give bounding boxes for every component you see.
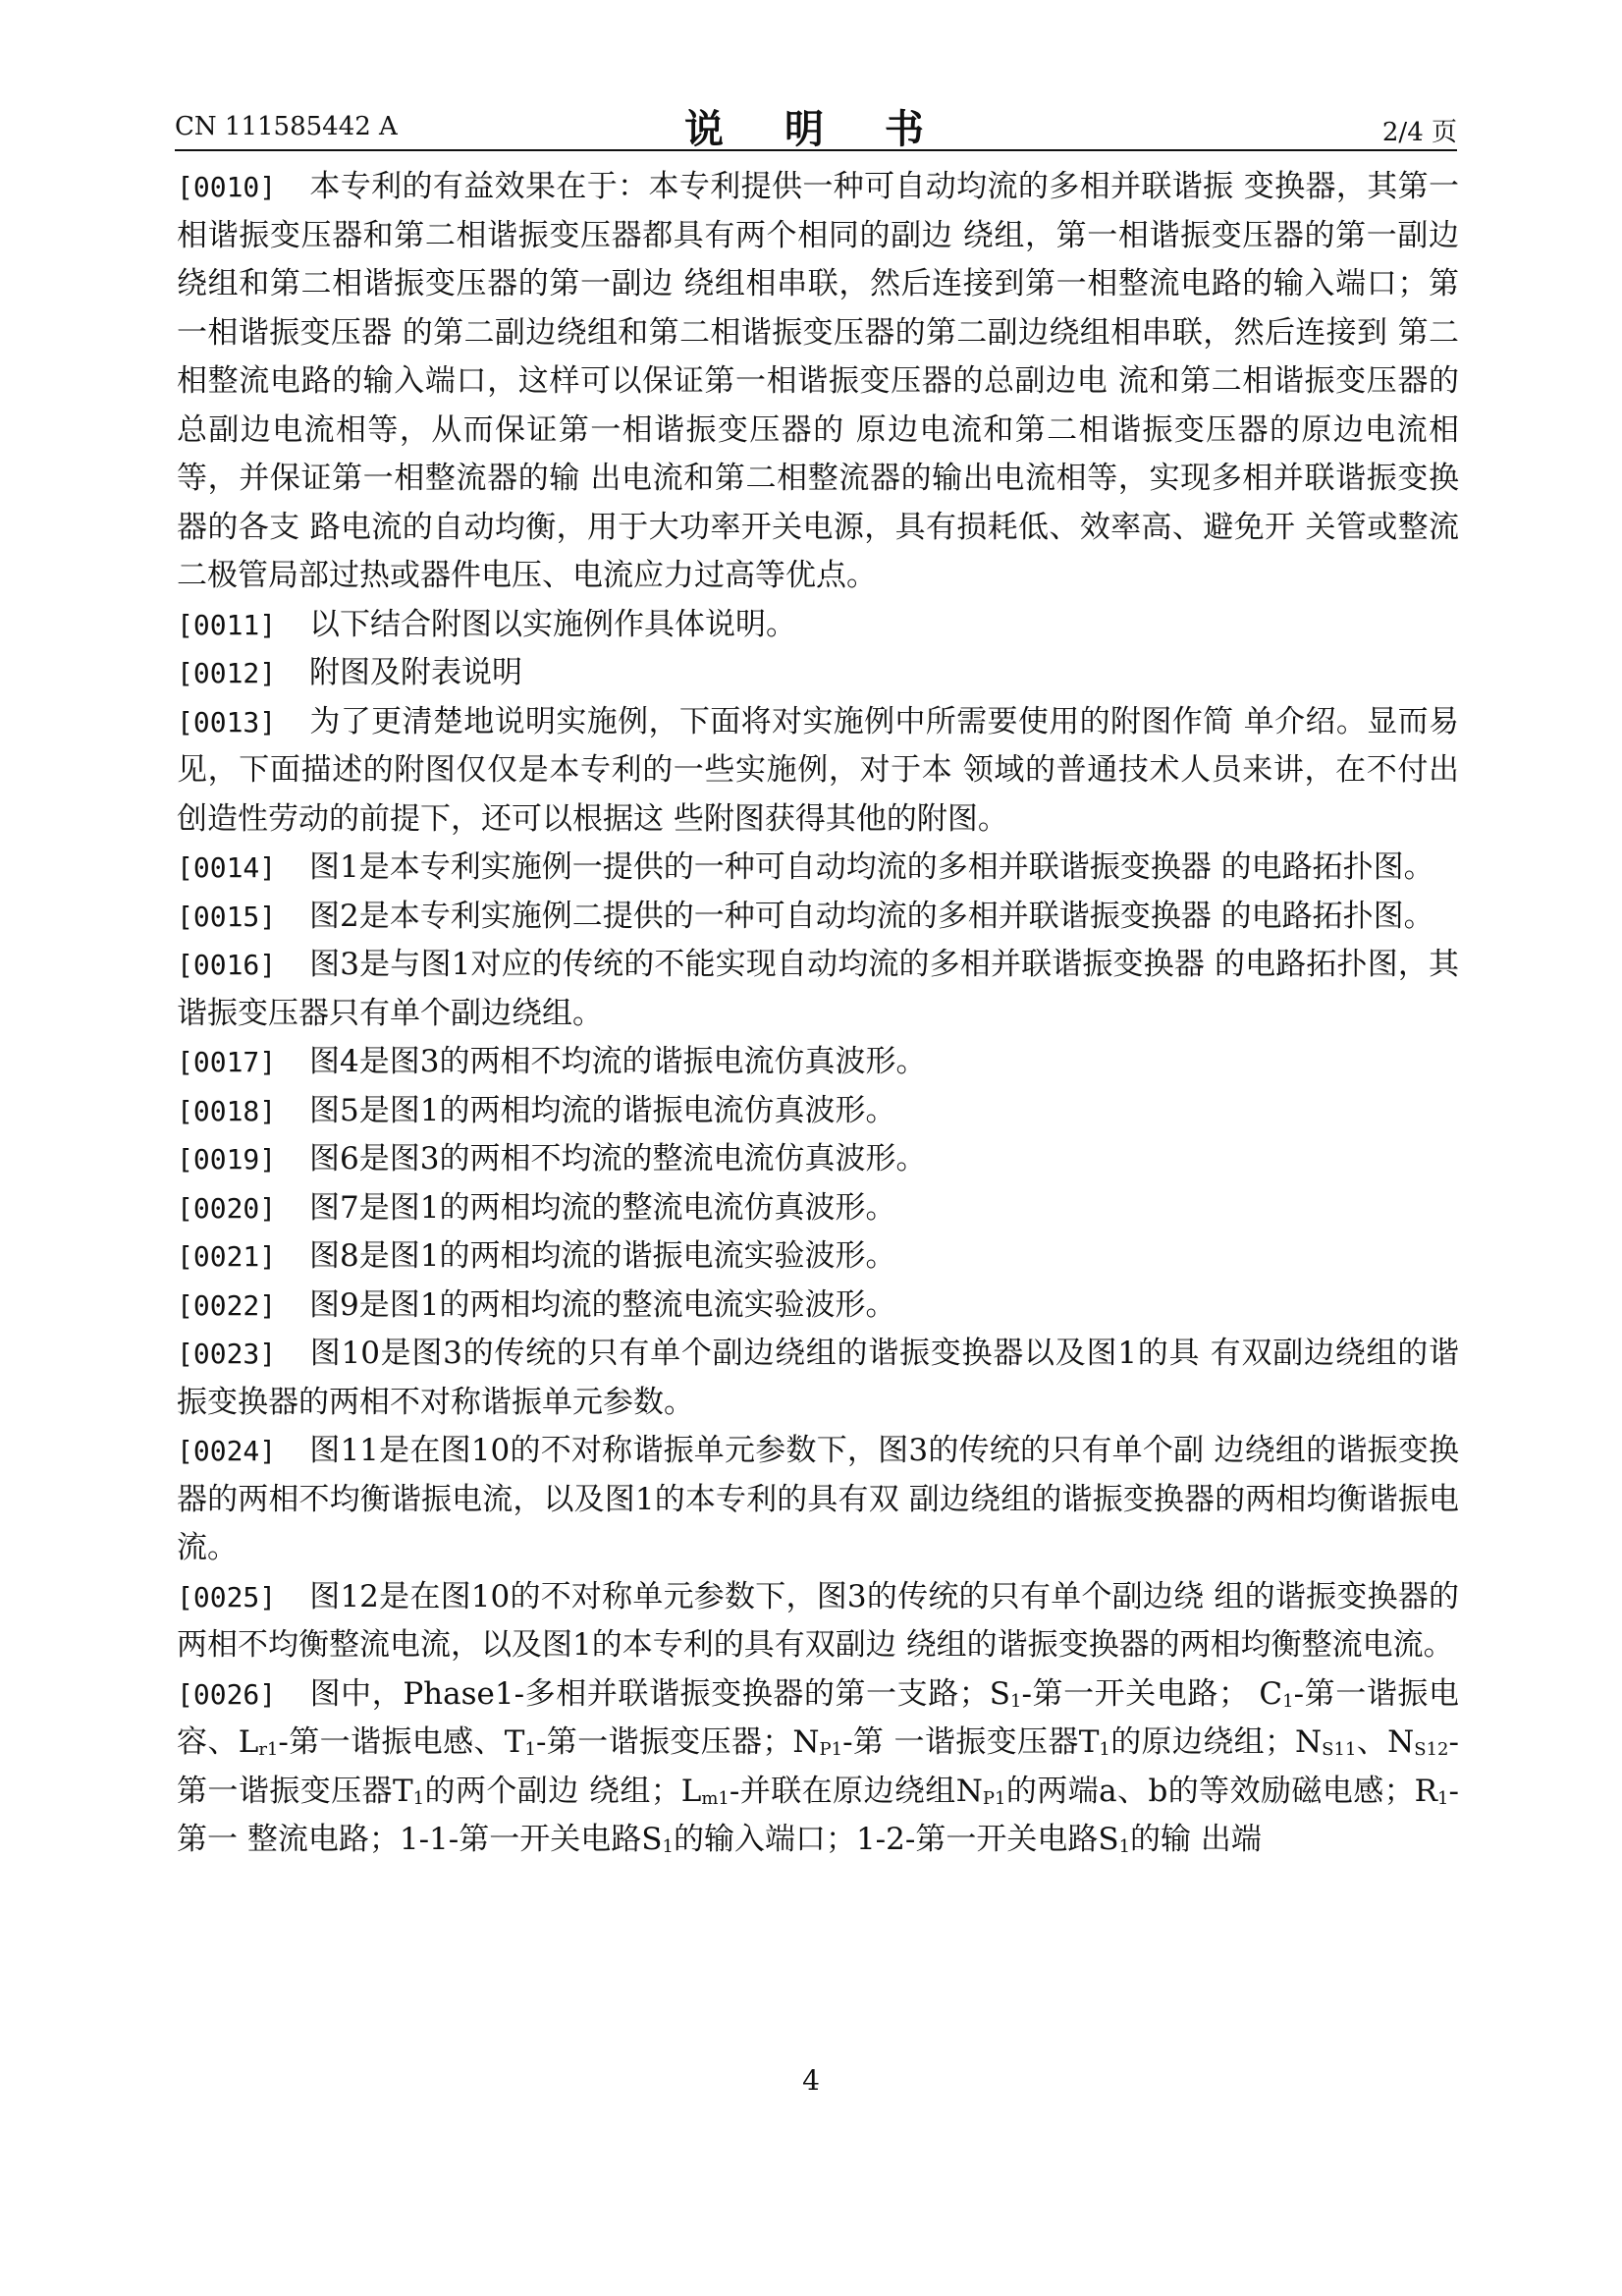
page-header [175,98,1457,152]
paragraph-text: 图2是本专利实施例二提供的一种可自动均流的多相并联谐振变换器 的电路拓扑图。 [309,898,1434,934]
paragraph [177,893,1459,942]
paragraph-number: [0015] [177,900,277,933]
paragraph [177,1135,1459,1184]
paragraph [177,1573,1459,1670]
paragraph [177,1087,1459,1136]
paragraph-text: 图8是图1的两相均流的谐振电流实验波形。 [309,1238,896,1274]
paragraph-number: [0017] [177,1046,277,1078]
paragraph [177,601,1459,650]
paragraph-text: 图6是图3的两相不均流的整流电流仿真波形。 [309,1141,927,1176]
paragraph [177,1282,1459,1331]
paragraph-number: [0013] [177,705,277,738]
document-body [177,163,1459,1865]
paragraph-text: 为了更清楚地说明实施例，下面将对实施例中所需要使用的附图作简 单介绍。显而易见，下面描述的附图仅仅是本专利的一些实施例，对于本 领域的普通技术人员来讲，在不付出创造性劳动的前提下，还可以根据这 些附图获得其他的附图。 [177,703,1459,837]
paragraph-number: [0023] [177,1338,277,1370]
header-rule [175,149,1457,151]
paragraph-text: 图9是图1的两相均流的整流电流实验波形。 [309,1286,896,1323]
paragraph-number: [0012] [177,657,277,689]
paragraph-number: [0020] [177,1191,277,1225]
paragraph-text: 附图及附表说明 [309,655,522,690]
paragraph-number: [0010] [177,171,277,203]
paragraph-number: [0021] [177,1240,277,1273]
page-number: 4 [802,2064,820,2097]
paragraph [177,163,1459,601]
paragraph-text: 图5是图1的两相均流的谐振电流仿真波形。 [309,1092,896,1128]
paragraph [177,1427,1459,1573]
paragraph-list [177,163,1459,1670]
paragraph-text: 图4是图3的两相不均流的谐振电流仿真波形。 [309,1044,927,1079]
paragraph-text: 本专利的有益效果在于：本专利提供一种可自动均流的多相并联谐振 变换器，其第一相谐振变压器和第二相谐振变压器都具有两个相同的副边 绕组，第一相谐振变压器的第一副边绕组和第二相谐振变压器的第一副边 绕组相串联，然后连接到第一相整流电路的输入端口；第一相谐振变压器 的第二副边绕组和第二相谐振变压器的第二副边绕组相串联，然后连接到 第二相整流电路的输入端口，这样可以保证第一相谐振变压器的总副边电 流和第二相谐振变压器的总副边电流相等，从而保证第一相谐振变压器的 原边电流和第二相谐振变压器的原边电流相等，并保证第一相整流器的输 出电流和第二相整流器的输出电流相等，实现多相并联谐振变换器的各支 路电流的自动均衡，用于大功率开关电源，具有损耗低、效率高、避免开 关管或整流二极管局部过热或器件电压、电流应力过高等优点。 [177,169,1459,593]
paragraph [177,698,1459,845]
paragraph-text: 以下结合附图以实施例作具体说明。 [309,606,796,642]
paragraph-text: 图7是图1的两相均流的整流电流仿真波形。 [309,1189,896,1226]
paragraph [177,1232,1459,1282]
paragraph-number: [0026] [177,1677,277,1711]
paragraph [177,941,1459,1038]
paragraph-text: 图3是与图1对应的传统的不能实现自动均流的多相并联谐振变换器 的电路拓扑图，其谐振变压器只有单个副边绕组。 [177,947,1459,1031]
document-title: 说 明 书 [684,107,947,152]
paragraph-number: [0024] [177,1435,277,1467]
paragraph-number: [0014] [177,851,277,884]
paragraph-text: 图10是图3的传统的只有单个副边绕组的谐振变换器以及图1的具 有双副边绕组的谐振变换器的两相不对称谐振单元参数。 [177,1336,1459,1420]
paragraph-number: [0025] [177,1580,277,1613]
paragraph [177,844,1459,893]
paragraph [177,1330,1459,1427]
paragraph-text: 图中，Phase1-多相并联谐振变换器的第一支路；$S_1-$第一开关电路； $C_1-$第一谐振电容、$L_{r1}-$第一谐振电感、$T_1-$第一谐振变压器；$N_{P1}-$第 一谐振变压器$T_1$的原边绕组；$N_{S11}$、$N_{S12}-$第一谐振变压器$T_1$的两个副边 绕组；$L_{m1}-$并联在原边绕组$N_{P1}$的两端a、b的等效励磁电感；$R_1-$第一 整流电路；1-1-第一开关电路$S_1$的输入端口；1-2-第一开关电路$S_1$的输 出端 [177,1675,1459,1857]
paragraph [177,1038,1459,1087]
paragraph-number: [0016] [177,949,277,981]
paragraph-text: 图11是在图10的不对称谐振单元参数下，图3的传统的只有单个副 边绕组的谐振变换器的两相不均衡谐振电流，以及图1的本专利的具有双 副边绕组的谐振变换器的两相均衡谐振电流。 [177,1433,1459,1565]
page-indicator: 2/4 页 [1381,118,1457,147]
paragraph-number: [0022] [177,1288,277,1322]
publication-number: CN 111585442 A [175,112,398,141]
paragraph-number: [0018] [177,1094,277,1127]
paragraph-text: 图1是本专利实施例一提供的一种可自动均流的多相并联谐振变换器 的电路拓扑图。 [309,849,1434,885]
paragraph-number: [0011] [177,608,277,641]
paragraph [177,649,1459,698]
paragraph [177,1670,1459,1865]
paragraph [177,1184,1459,1233]
paragraph-text: 图12是在图10的不对称单元参数下，图3的传统的只有单个副边绕 组的谐振变换器的两相不均衡整流电流，以及图1的本专利的具有双副边 绕组的谐振变换器的两相均衡整流电流。 [177,1578,1459,1663]
paragraph-number: [0019] [177,1143,277,1175]
